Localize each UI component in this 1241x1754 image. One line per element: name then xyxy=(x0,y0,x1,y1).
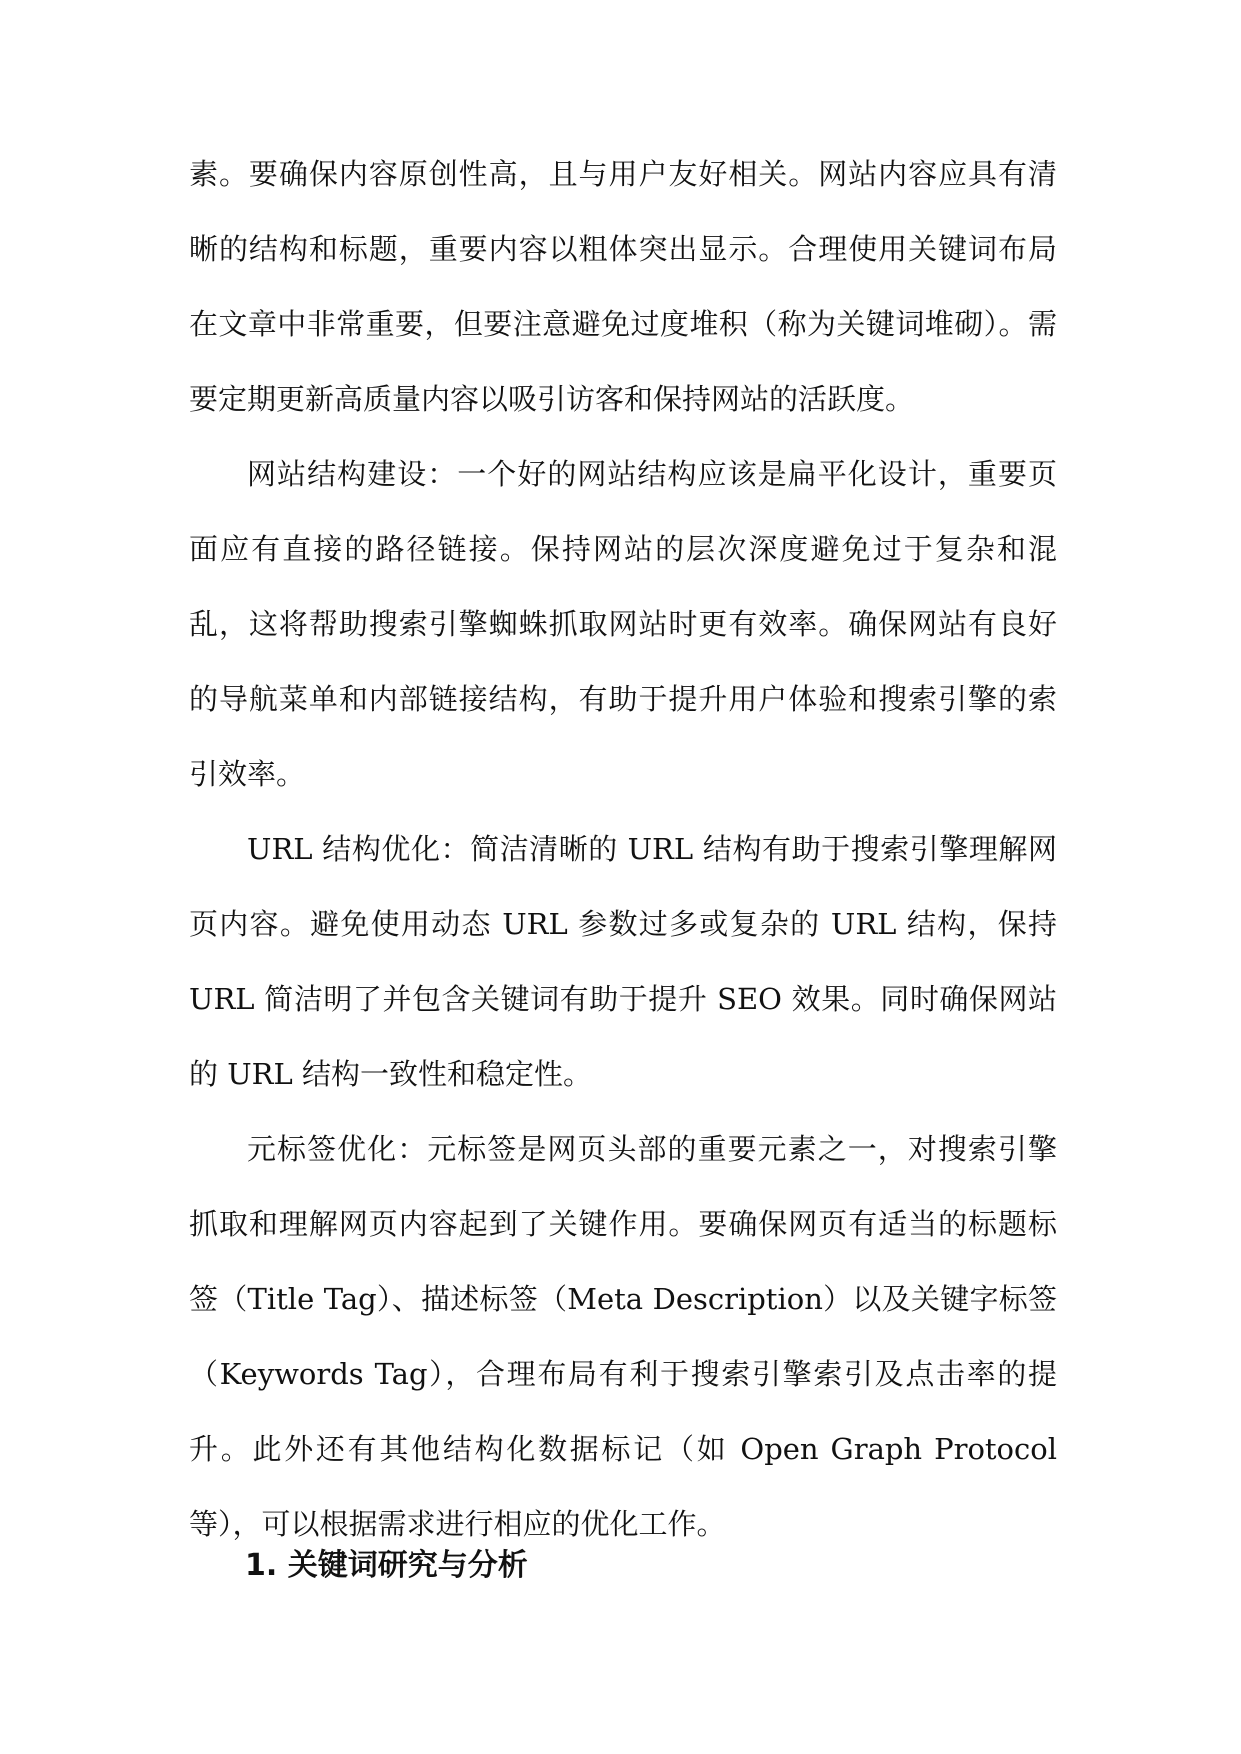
paragraph-site-structure: 网站结构建设：一个好的网站结构应该是扁平化设计，重要页面应有直接的路径链接。保持网站的层次深度避免过于复杂和混乱，这将帮助搜索引擎蜘蛛抓取网站时更有效率。确保网站有良好的导航菜单和内部链接结构，有助于提升用户体验和搜索引擎的索引效率。 xyxy=(189,457,1057,791)
paragraph-meta-tags: 元标签优化：元标签是网页头部的重要元素之一，对搜索引擎抓取和理解网页内容起到了关键作用。要确保网页有适当的标题标签（Title Tag）、描述标签（Meta Description）以及关键字标签（Keywords Tag），合理布局有利于搜索引擎索引及点击率的提升。此外还有其他结构化数据标记（如 Open Graph Protocol 等），可以根据需求进行相应的优化工作。 xyxy=(189,1132,1057,1541)
paragraph-content-quality: 素。要确保内容原创性高，且与用户友好相关。网站内容应具有清晰的结构和标题，重要内容以粗体突出显示。合理使用关键词布局在文章中非常重要，但要注意避免过度堆积（称为关键词堆砌）。需要定期更新高质量内容以吸引访客和保持网站的活跃度。 xyxy=(189,157,1057,416)
section-heading-keyword-research: 1. 关键词研究与分析 xyxy=(245,1548,528,1583)
body-text xyxy=(189,137,1057,1562)
paragraph-url-structure: URL 结构优化：简洁清晰的 URL 结构有助于搜索引擎理解网页内容。避免使用动态 URL 参数过多或复杂的 URL 结构，保持 URL 简洁明了并包含关键词有助于提升 SEO 效果。同时确保网站的 URL 结构一致性和稳定性。 xyxy=(189,832,1057,1091)
